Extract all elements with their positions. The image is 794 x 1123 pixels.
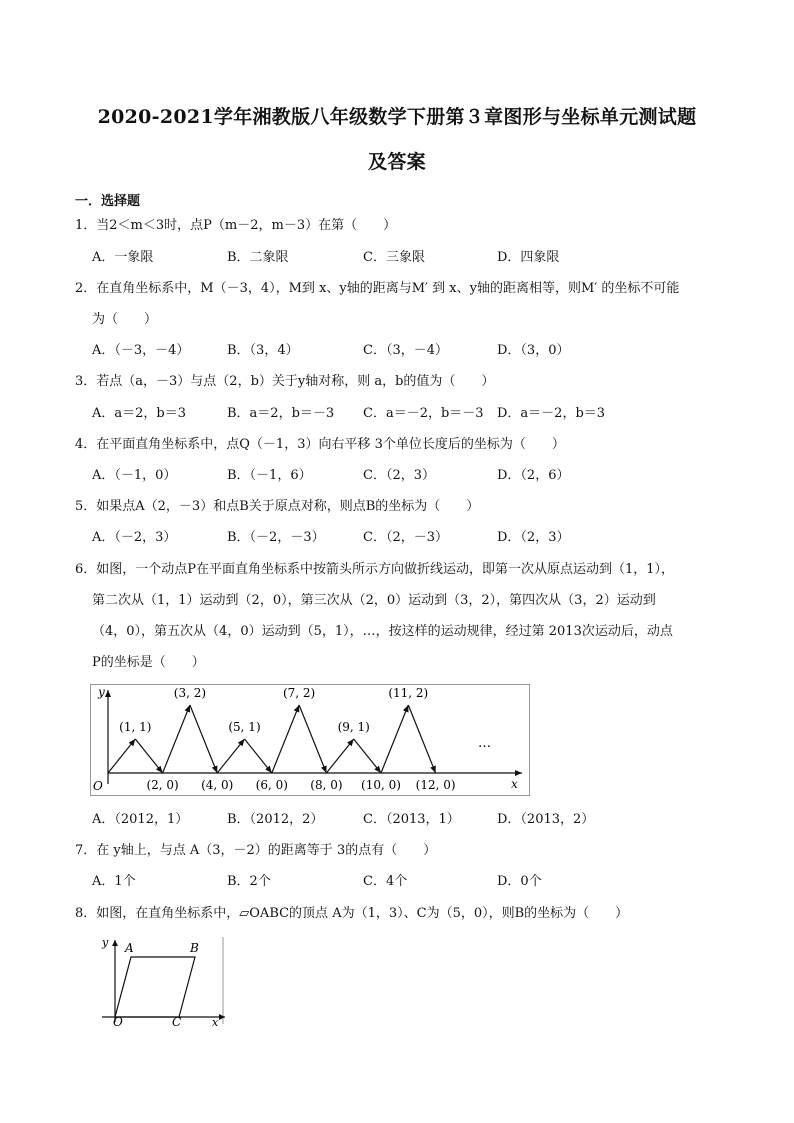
question-4-text: 4．在平面直角坐标系中，点Q（－1，3）向右平移 3个单位长度后的坐标为（ ） <box>75 437 565 452</box>
motion-segment <box>299 705 326 773</box>
q1-option-d: D．四象限 <box>497 250 560 265</box>
bottom-point-label: (6, 0) <box>255 778 288 792</box>
label-a: A <box>125 941 134 955</box>
q2-option-b: B．（3，4） <box>227 343 299 358</box>
motion-segment <box>354 739 381 773</box>
q7-option-c: C．4个 <box>363 874 408 889</box>
question-1-text: 1．当2＜m＜3时，点P（m－2，m－3）在第（ ） <box>75 218 397 233</box>
motion-segment <box>190 705 217 773</box>
motion-segment <box>108 739 135 773</box>
motion-segment <box>381 705 408 773</box>
y-axis-label: y <box>102 936 109 949</box>
ellipsis: … <box>478 736 491 751</box>
q2-option-a: A．（－3，－4） <box>92 343 190 358</box>
question-8-text: 8．如图，在直角坐标系中，▱OABC的顶点 A为（1，3）、C为（5，0），则B的坐标为（ ） <box>75 906 629 921</box>
motion-path <box>108 705 436 773</box>
parallelogram-oabc <box>115 957 195 1017</box>
q1-option-a: A．一象限 <box>92 250 154 265</box>
q5-option-c: C．（2，－3） <box>363 530 448 545</box>
question-8-figure <box>92 934 232 1028</box>
bottom-point-label: (12, 0) <box>415 778 456 792</box>
motion-segment <box>272 705 299 773</box>
top-point-label: (9, 1) <box>337 720 370 734</box>
question-6-text: 6．如图，一个动点P在平面直角坐标系中按箭头所示方向做折线运动，即第一次从原点运动到（1，1）， <box>75 562 675 577</box>
q5-option-d: D．（2，3） <box>497 530 570 545</box>
top-point-label: (3, 2) <box>173 686 207 700</box>
q6-option-d: D．（2013，2） <box>497 812 595 827</box>
bottom-point-label: (8, 0) <box>310 778 343 792</box>
top-point-label: (7, 2) <box>282 686 316 700</box>
question-6-text-cont-1: 第二次从（1，1）运动到（2，0），第三次从（2，0）运动到（3，2），第四次从（3，2）运动到 <box>92 593 656 608</box>
q4-option-b: B．（－1，6） <box>227 468 312 483</box>
q7-option-b: B．2个 <box>227 874 271 889</box>
q3-option-c: C．a＝－2，b＝－3 <box>363 406 484 421</box>
q1-option-c: C．三象限 <box>363 250 425 265</box>
origin-label: O <box>93 779 103 793</box>
label-b: B <box>190 941 199 955</box>
y-axis-label: y <box>98 685 105 699</box>
q4-option-d: D．（2，6） <box>497 468 570 483</box>
question-3-text: 3．若点（a，－3）与点（2，b）关于y轴对称，则 a，b的值为（ ） <box>75 374 495 389</box>
x-axis-label: x <box>511 777 518 791</box>
motion-segment <box>326 739 353 773</box>
top-point-label: (5, 1) <box>228 720 261 734</box>
q5-option-b: B．（－2，－3） <box>227 530 325 545</box>
bottom-point-label: (2, 0) <box>146 778 179 792</box>
motion-segment <box>408 705 435 773</box>
label-o: O <box>113 1015 123 1028</box>
question-6-text-cont-3: P的坐标是（ ） <box>92 655 205 670</box>
motion-segment <box>217 739 244 773</box>
motion-segment <box>245 739 272 773</box>
motion-segment <box>163 705 190 773</box>
q3-option-b: B．a＝2，b＝－3 <box>227 406 335 421</box>
motion-segment <box>135 739 162 773</box>
label-c: C <box>172 1015 182 1028</box>
q6-option-a: A．（2012，1） <box>92 812 189 827</box>
q2-option-d: D．（3，0） <box>497 343 570 358</box>
question-6-text-cont-2: （4，0），第五次从（4，0）运动到（5，1），…，按这样的运动规律，经过第 2013次运动后，动点 <box>92 624 673 639</box>
document-title: 2020-2021学年湘教版八年级数学下册第３章图形与坐标单元测试题 <box>97 106 697 128</box>
q4-option-a: A．（－1，0） <box>92 468 177 483</box>
question-2-text: 2．在直角坐标系中，M（－3，4），M到 x、y轴的距离与M′ 到 x、y轴的距离相等，则M′ 的坐标不可能 <box>75 281 680 296</box>
q5-option-a: A．（－2，3） <box>92 530 177 545</box>
q3-option-a: A．a＝2，b＝3 <box>92 406 187 421</box>
q4-option-c: C．（2，3） <box>363 468 435 483</box>
question-7-text: 7．在 y轴上，与点 A（3，－2）的距离等于 3的点有（ ） <box>75 843 437 858</box>
q6-option-b: B．（2012，2） <box>227 812 324 827</box>
question-5-text: 5．如果点A（2，－3）和点B关于原点对称，则点B的坐标为（ ） <box>75 499 480 514</box>
q2-option-c: C．（3，－4） <box>363 343 448 358</box>
bottom-point-label: (10, 0) <box>361 778 401 792</box>
x-axis-label: x <box>212 1016 219 1028</box>
q6-option-c: C．（2013，1） <box>363 812 460 827</box>
q7-option-a: A．1个 <box>92 874 136 889</box>
document-title-line2: 及答案 <box>368 151 426 173</box>
section-heading: 一．选择题 <box>75 194 141 209</box>
q1-option-b: B．二象限 <box>227 250 289 265</box>
point-labels <box>119 686 455 792</box>
q3-option-d: D．a＝－2，b＝3 <box>497 406 606 421</box>
question-6-figure <box>90 684 530 796</box>
q7-option-d: D．0个 <box>497 874 542 889</box>
bottom-point-label: (4, 0) <box>201 778 234 792</box>
top-point-label: (1, 1) <box>119 720 152 734</box>
top-point-label: (11, 2) <box>388 686 429 700</box>
question-2-text-cont: 为（ ） <box>92 312 158 327</box>
